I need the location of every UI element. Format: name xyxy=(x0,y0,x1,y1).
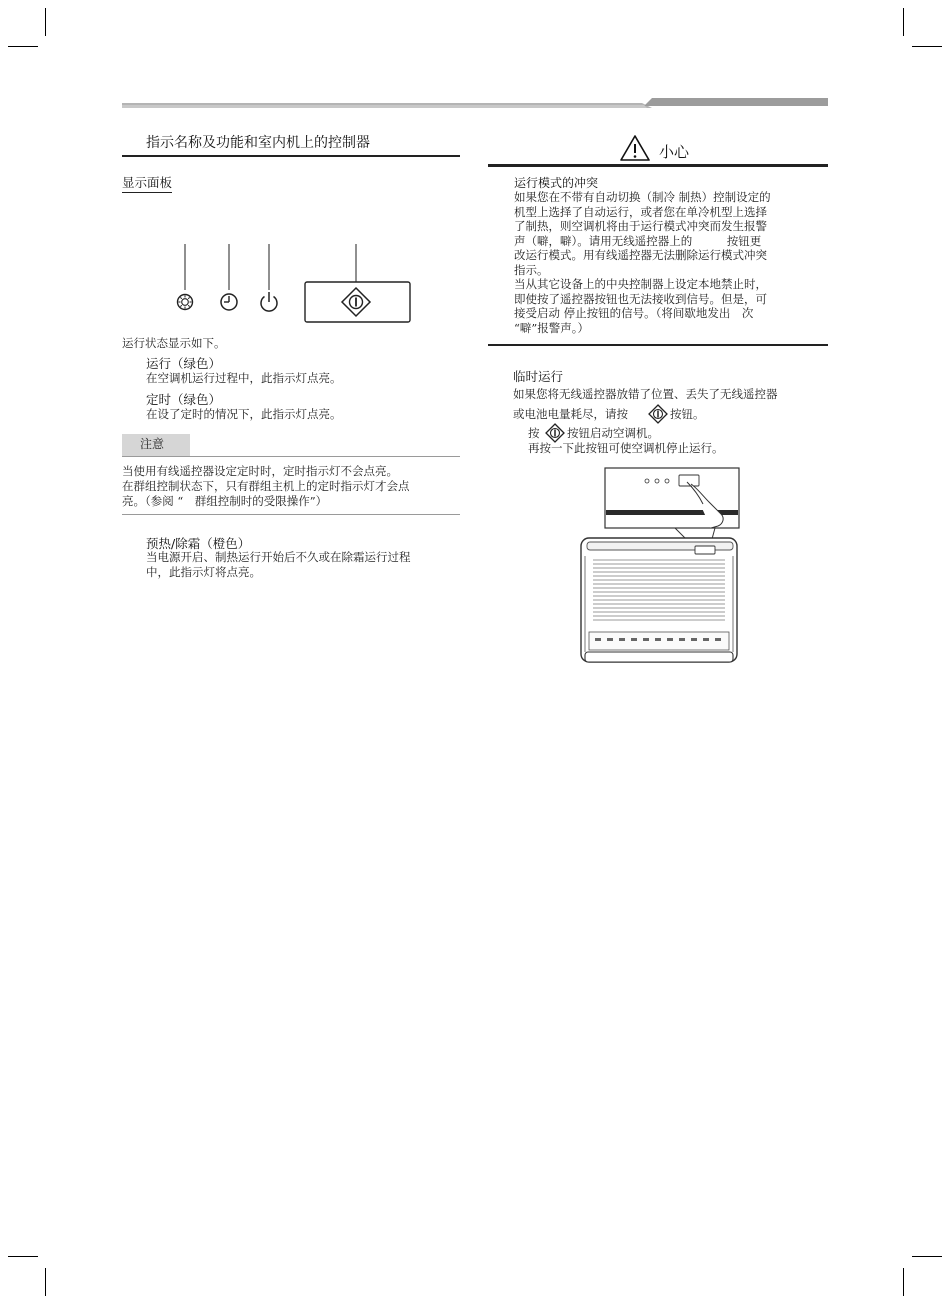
temp-run-line-3-pre: 按 xyxy=(528,426,540,440)
crop-mark xyxy=(8,46,38,47)
caution-line: 如果您在不带有自动切换（制冷 制热）控制设定的 xyxy=(514,190,771,204)
caution-line: 当从其它设备上的中央控制器上设定本地禁止时， xyxy=(514,277,767,291)
crop-mark xyxy=(8,1256,38,1257)
caution-top-rule xyxy=(488,164,828,167)
crop-mark xyxy=(45,8,46,36)
preheat-line-2: 中，此指示灯将点亮。 xyxy=(146,565,261,579)
crop-mark xyxy=(912,1256,942,1257)
crop-mark xyxy=(45,1268,46,1296)
preheat-sun-icon xyxy=(178,295,193,310)
temp-run-line-3-post: 按钮启动空调机。 xyxy=(567,426,659,440)
caution-title: 小心 xyxy=(659,143,690,161)
timer-clock-icon xyxy=(221,294,237,310)
power-icon xyxy=(261,292,277,311)
caution-line: 了制热，则空调机将由于运行模式冲突而发生报警 xyxy=(514,219,767,233)
temp-run-title: 临时运行 xyxy=(513,369,564,384)
section-title: 指示名称及功能和室内机上的控制器 xyxy=(146,135,370,151)
header-bar xyxy=(122,97,828,111)
crop-mark xyxy=(903,1268,904,1296)
indoor-unit-illustration xyxy=(575,466,745,676)
temporary-run-button-icon xyxy=(648,404,668,424)
display-panel-diagram xyxy=(168,240,418,326)
temp-run-line-2-pre: 或电池电量耗尽，请按 xyxy=(513,407,628,421)
note-line-2: 在群组控制状态下，只有群组主机上的定时指示灯才会点 xyxy=(122,479,410,493)
caution-bottom-rule xyxy=(488,344,828,346)
temp-run-line-2-post: 按钮。 xyxy=(670,407,705,421)
caution-line: 声（噼，噼）。请用无线遥控器上的 按钮更 xyxy=(514,233,762,248)
caution-line: 接受启动 停止按钮的信号。（将间歇地发出 次 xyxy=(514,306,754,320)
caution-line: 机型上选择了自动运行，或者您在单冷机型上选择 xyxy=(514,204,767,219)
indicator-timer-name: 定时（绿色） xyxy=(146,392,222,407)
caution-line: “噼”报警声。） xyxy=(514,320,590,335)
preheat-line-1: 当电源开启、制热运行开始后不久或在除霜运行过程 xyxy=(146,550,411,564)
status-intro: 运行状态显示如下。 xyxy=(122,336,226,350)
temp-run-line-4: 再按一下此按钮可使空调机停止运行。 xyxy=(528,441,724,455)
indicator-operation-name: 运行（绿色） xyxy=(146,356,222,371)
note-line-1: 当使用有线遥控器设定定时时，定时指示灯不会点亮。 xyxy=(122,464,398,478)
crop-mark xyxy=(912,46,942,47)
display-panel-title: 显示面板 xyxy=(122,173,172,193)
indicator-timer-desc: 在设了定时的情况下，此指示灯点亮。 xyxy=(146,407,342,421)
note-top-rule xyxy=(122,456,460,457)
temp-run-line-1: 如果您将无线遥控器放错了位置、丢失了无线遥控器 xyxy=(513,387,778,401)
temporary-run-button-icon[interactable] xyxy=(342,288,370,316)
note-label: 注意 xyxy=(122,434,190,456)
note-line-3: 亮。（参阅 “ 群组控制时的受限操作”） xyxy=(122,494,328,508)
caution-line: 即使按了遥控器按钮也无法接收到信号。但是，可 xyxy=(514,291,767,306)
caution-line: 改运行模式。用有线遥控器无法删除运行模式冲突 xyxy=(514,248,767,262)
section-title-underline xyxy=(122,155,460,157)
preheat-name: 预热/除霜（橙色） xyxy=(146,536,251,551)
caution-subtitle: 运行模式的冲突 xyxy=(514,176,599,190)
note-bottom-rule xyxy=(122,514,460,515)
crop-mark xyxy=(903,8,904,36)
caution-line: 指示。 xyxy=(514,262,549,277)
temporary-run-button-icon xyxy=(545,423,565,443)
indicator-operation-desc: 在空调机运行过程中，此指示灯点亮。 xyxy=(146,371,342,385)
warning-triangle-icon xyxy=(619,134,651,162)
